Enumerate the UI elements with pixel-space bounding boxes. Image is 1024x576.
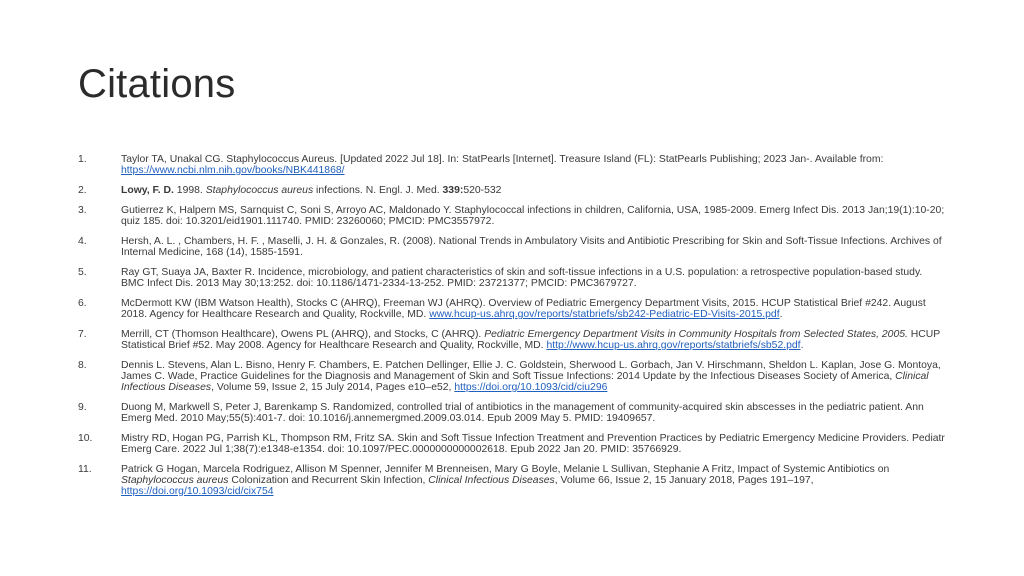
citation-number: 6.	[78, 298, 87, 309]
citation-text-segment: Ray GT, Suaya JA, Baxter R. Incidence, microbiology, and patient characteristics of skin and soft-tissue infections in a U.S. population: a retrospective population-based study. BMC Infect Dis. 2013 May 30;13:252. doi: 10.1186/1471-2334-13-252. PMID: 23721377; PMCID: PMC3679727.	[121, 267, 923, 289]
citation-link[interactable]: https://www.ncbi.nlm.nih.gov/books/NBK441868/	[121, 165, 345, 176]
citation-number: 7.	[78, 329, 87, 340]
citation-number: 5.	[78, 267, 87, 278]
citation-text-segment: Taylor TA, Unakal CG. Staphylococcus Aureus. [Updated 2022 Jul 18]. In: StatPearls [Internet]. Treasure Island (FL): StatPearls Publishing; 2023 Jan-. Available from:	[121, 154, 884, 165]
citation-number: 11.	[78, 464, 92, 475]
citation-text-segment: HCUP Statistical Brief #52. May 2008. Agency for Healthcare Research and Quality, Rockville, MD.	[121, 329, 941, 351]
citation-link[interactable]: www.hcup-us.ahrq.gov/reports/statbriefs/sb242-Pediatric-ED-Visits-2015.pdf	[429, 309, 780, 320]
citation-text-segment: , Volume 66, Issue 2, 15 January 2018, Pages 191–197,	[554, 475, 814, 486]
citation-text	[121, 236, 948, 258]
citation-bold-text: 339:	[442, 185, 464, 196]
citation-number: 10.	[78, 433, 93, 444]
citation-text	[121, 464, 948, 497]
citation-text	[121, 205, 948, 227]
citation-text	[121, 298, 948, 320]
citation-item	[78, 154, 948, 176]
citation-bold-text: Lowy, F. D.	[121, 185, 174, 196]
citation-text-segment: Gutierrez K, Halpern MS, Sarnquist C, Soni S, Arroyo AC, Maldonado Y. Staphylococcal infections in children, California, USA, 1985-2009. Emerg Infect Dis. 2013 Jan;19(1):10-20; quiz 185. doi: 10.3201/eid1901.111740. PMID: 23260060; PMCID: PMC3557972.	[121, 205, 945, 227]
citation-number: 1.	[78, 154, 87, 165]
citation-text	[121, 360, 948, 393]
citation-text-segment: Hersh, A. L. , Chambers, H. F. , Maselli, J. H. & Gonzales, R. (2008). National Trends in Ambulatory Visits and Antibiotic Prescribing for Skin and Soft-Tissue Infections. Archives of Internal Medicine, 168 (14), 1585-1591.	[121, 236, 942, 258]
citation-item	[78, 185, 948, 196]
citation-text-segment: Mistry RD, Hogan PG, Parrish KL, Thompson RM, Fritz SA. Skin and Soft Tissue Infection Treatment and Prevention Practices by Pediatric Emergency Medicine Providers. Pediatr Emerg Care. 2022 Jul 1;38(7):e1348-e1354. doi: 10.1097/PEC.0000000000002618. Epub 2022 Jan 20. PMID: 35766929.	[121, 433, 945, 455]
citation-text	[121, 402, 948, 424]
citation-item	[78, 298, 948, 320]
citation-list	[78, 154, 948, 506]
citation-number: 2.	[78, 185, 87, 196]
citation-text-segment: Patrick G Hogan, Marcela Rodriguez, Allison M Spenner, Jennifer M Brenneisen, Mary G Boyle, Melanie L Sullivan, Stephanie A Fritz, Impact of Systemic Antibiotics on	[121, 464, 890, 475]
citation-text-segment: McDermott KW (IBM Watson Health), Stocks C (AHRQ), Freeman WJ (AHRQ). Overview of Pediatric Emergency Department Visits, 2015. HCUP Statistical Brief #242. August 2018. Agency for Healthcare Research and Quality, Rockville, MD.	[121, 298, 926, 320]
citation-text-segment: .	[779, 309, 783, 320]
citation-text-segment: Duong M, Markwell S, Peter J, Barenkamp S. Randomized, controlled trial of antibiotics in the management of community-acquired skin abscesses in the pediatric patient. Ann Emerg Med. 2010 May;55(5):401-7. doi: 10.1016/j.annemergmed.2009.03.014. Epub 2009 May 5. PMID: 19409657.	[121, 402, 924, 424]
citation-italic-text: Pediatric Emergency Department Visits in Community Hospitals from Selected States, 2005.	[484, 329, 908, 340]
citation-item	[78, 433, 948, 455]
citation-item	[78, 236, 948, 258]
citation-italic-text: Clinical Infectious Diseases	[428, 475, 555, 486]
citation-item	[78, 267, 948, 289]
citation-text-segment: Dennis L. Stevens, Alan L. Bisno, Henry F. Chambers, E. Patchen Dellinger, Ellie J. C. Goldstein, Sherwood L. Gorbach, Jan V. Hirschmann, Sheldon L. Kaplan, Jose G. Montoya, James C. Wade, Practice Guidelines for the Diagnosis and Management of Skin and Soft Tissue Infections: 2014 Update by the Infectious Diseases Society of America,	[121, 360, 941, 382]
citation-text-segment: 520-532	[463, 185, 502, 196]
citation-text	[121, 185, 948, 196]
citation-number: 8.	[78, 360, 87, 371]
slide-title: Citations	[78, 62, 236, 106]
citation-italic-text: Clinical Infectious Diseases	[121, 371, 929, 393]
citation-link[interactable]: https://doi.org/10.1093/cid/ciu296	[454, 382, 608, 393]
citation-number: 4.	[78, 236, 87, 247]
citation-text-segment: infections. N. Engl. J. Med.	[313, 185, 443, 196]
citation-text-segment: , Volume 59, Issue 2, 15 July 2014, Pages e10–e52,	[211, 382, 455, 393]
citation-item	[78, 329, 948, 351]
citation-link[interactable]: https://doi.org/10.1093/cid/cix754	[121, 486, 274, 497]
citation-italic-text: Staphylococcus aureus	[121, 475, 229, 486]
citation-number: 3.	[78, 205, 87, 216]
citation-text-segment: .	[800, 340, 804, 351]
citation-text	[121, 329, 948, 351]
citation-number: 9.	[78, 402, 87, 413]
citation-text	[121, 154, 948, 176]
citation-text	[121, 433, 948, 455]
citation-text-segment: Merrill, CT (Thomson Healthcare), Owens PL (AHRQ), and Stocks, C (AHRQ).	[121, 329, 485, 340]
citation-italic-text: Staphylococcus aureus	[205, 185, 314, 196]
citation-item	[78, 464, 948, 497]
citation-item	[78, 402, 948, 424]
citation-text	[121, 267, 948, 289]
citation-text-segment: Colonization and Recurrent Skin Infection,	[228, 475, 429, 486]
citation-item	[78, 205, 948, 227]
citation-link[interactable]: http://www.hcup-us.ahrq.gov/reports/statbriefs/sb52.pdf	[546, 340, 801, 351]
citation-item	[78, 360, 948, 393]
citation-text-segment: 1998.	[173, 185, 206, 196]
